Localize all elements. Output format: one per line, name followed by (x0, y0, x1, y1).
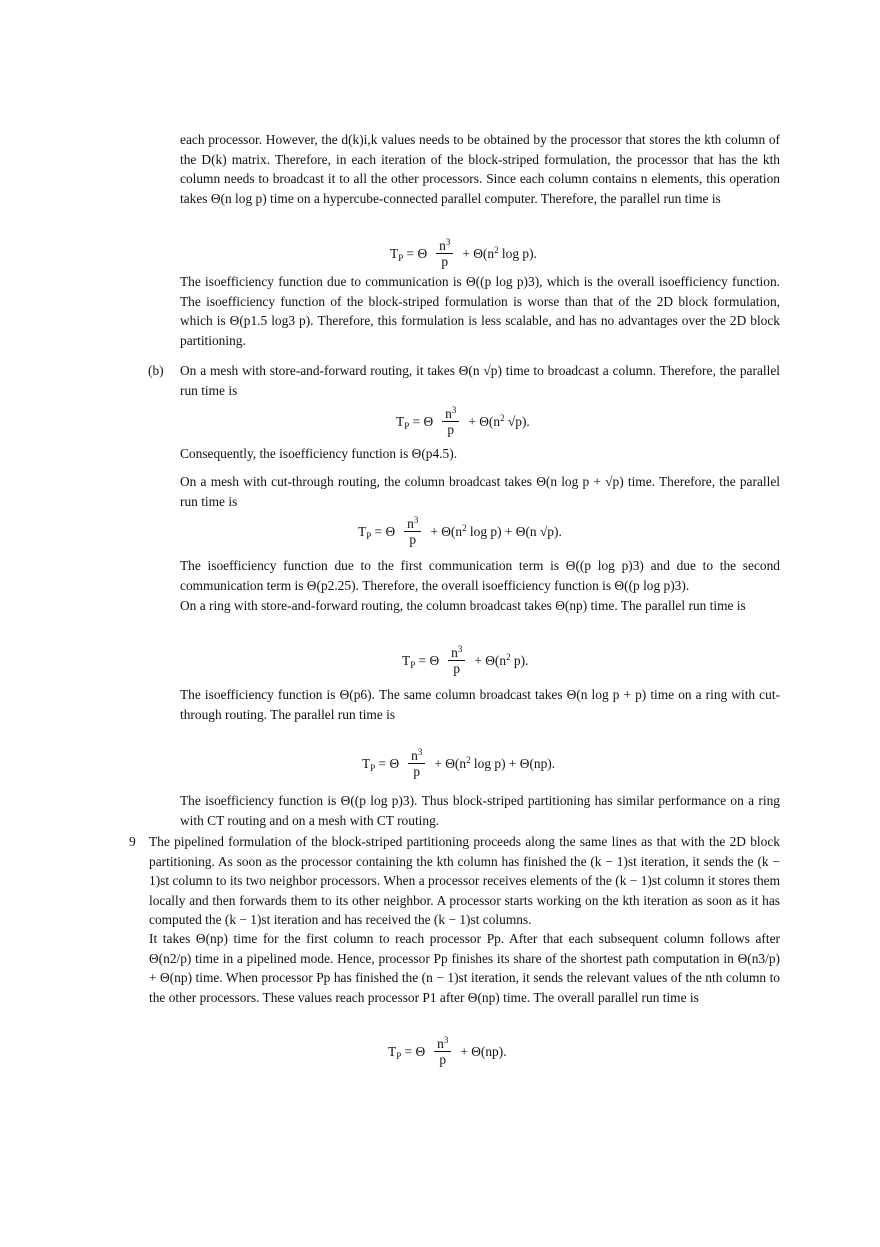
paragraph-mesh-sf: On a mesh with store-and-forward routing, it takes Θ(n √p) time to broadcast a column. Therefore, the parallel run time is (180, 363, 780, 398)
equation-pipelined-runtime: $T_P = \Theta$ $\frac{n^3}{p}$ + Θ(np). (388, 1035, 507, 1067)
paragraph-block-striped-intro: each processor. However, the d(k)i,k values needs to be obtained by the processor that stores the kth column of the D(k) matrix. Therefore, in each iteration of the block-striped formulation, the processor that has the kth column needs to broadcast it to all the other processors. Since each column contains n elements, this operation takes Θ(n log p) time on a hypercube-connected parallel computer. Therefore, the parallel run time is (180, 132, 780, 206)
paragraph-ring-ct-isoefficiency: The isoefficiency function is Θ((p log p)3). Thus block-striped partitioning has similar performance on a ring with CT routing and on a mesh with CT routing. (180, 793, 780, 828)
paragraph-mesh-ct-isoefficiency: The isoefficiency function due to the first communication term is Θ((p log p)3) and due to the second communication term is Θ(p2.25). Therefore, the overall isoefficiency function is Θ((p log p)3). (180, 558, 780, 593)
paragraph-mesh-sf-isoefficiency: Consequently, the isoefficiency function is Θ(p4.5). (180, 446, 458, 461)
equation-mesh-sf-runtime: $T_P = \Theta$ $\frac{n^3}{p}$ + $\Theta(n^2$ √p). (396, 405, 530, 437)
paragraph-pipelined-runtime: It takes Θ(np) time for the first column to reach processor Pp. After that each subsequent column follows after Θ(n2/p) time in a pipelined mode. Hence, processor Pp finishes its share of the shortest path computation in Θ(n3/p) + Θ(np) time. When processor Pp has finished the (n − 1)st iteration, it sends the relevant values of the nth column to the other processors. These values reach processor P1 after Θ(np) time. The overall parallel run time is (149, 931, 780, 1005)
paragraph-pipelined-formulation: The pipelined formulation of the block-striped partitioning proceeds along the same lines as that with the 2D block partitioning. As soon as the processor containing the kth column has finished the (k − 1)st iteration, it sends the (k − 1)st column to its two neighbor processors. When a processor receives elements of the (k − 1)st column it stores them locally and then forwards them to its other neighbor. A processor starts working on the kth iteration as soon as it has computed the (k − 1)st iteration and has received the (k − 1)st columns. (149, 834, 780, 927)
paragraph-ring-sf: On a ring with store-and-forward routing, the column broadcast takes Θ(np) time. The parallel run time is (180, 598, 746, 613)
paragraph-ring-ct: The isoefficiency function is Θ(p6). The same column broadcast takes Θ(n log p + p) time on a ring with cut-through routing. The parallel run time is (180, 687, 780, 722)
equation-ring-sf-runtime: $T_P = \Theta$ $\frac{n^3}{p}$ + $\Theta(n^2$ p). (402, 644, 529, 676)
paragraph-mesh-ct: On a mesh with cut-through routing, the column broadcast takes Θ(n log p + √p) time. Therefore, the parallel run time is (180, 474, 780, 509)
equation-hypercube-runtime: $T_P = \Theta$ $\frac{n^3}{p}$ + $\Theta(n^2$ log p). (390, 237, 537, 269)
paragraph-isoefficiency-hypercube: The isoefficiency function due to communication is Θ((p log p)3), which is the overall isoefficiency function. The isoefficiency function of the block-striped formulation is worse than that of the 2D block formulation, which is Θ(p1.5 log3 p). Therefore, this formulation is less scalable, and has no advantages over the 2D block partitioning. (180, 274, 780, 348)
item-label-b: (b) (148, 363, 164, 378)
equation-mesh-ct-runtime: $T_P = \Theta$ $\frac{n^3}{p}$ + $\Theta(n^2$ log p) + Θ(n √p). (358, 515, 562, 547)
item-label-9: 9 (129, 834, 136, 849)
equation-ring-ct-runtime: $T_P = \Theta$ $\frac{n^3}{p}$ + $\Theta(n^2$ log p) + Θ(np). (362, 747, 556, 779)
